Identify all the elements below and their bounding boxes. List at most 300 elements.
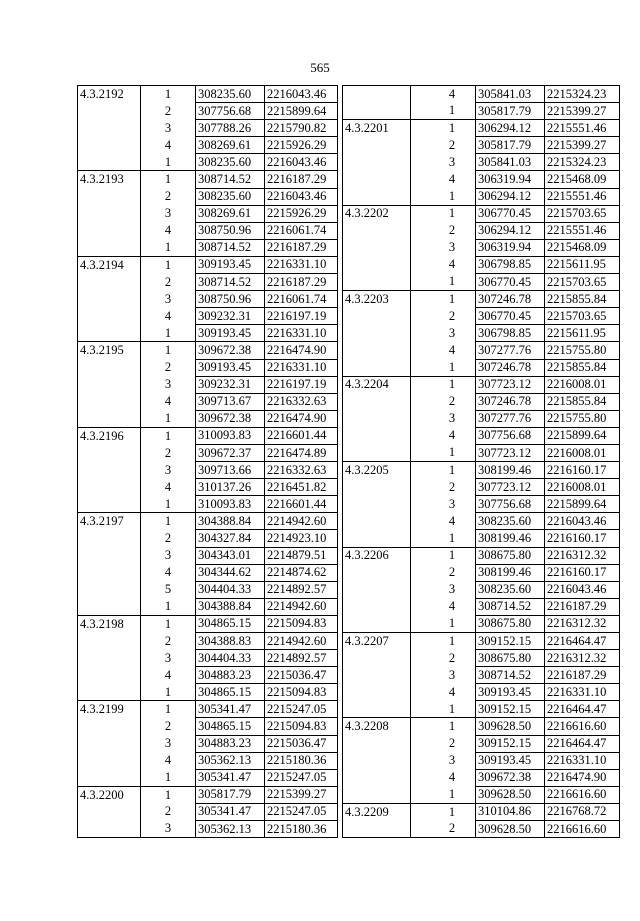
parcel-id-cell xyxy=(343,256,411,273)
point-number-cell: 1 xyxy=(411,530,476,547)
table-row xyxy=(343,496,620,513)
y-coordinate-cell: 2215611.95 xyxy=(545,325,620,342)
y-coordinate-cell: 2216312.32 xyxy=(545,615,620,632)
parcel-id-cell: 4.3.2208 xyxy=(343,718,411,735)
x-coordinate-cell: 309672.37 xyxy=(196,444,265,461)
parcel-id-cell xyxy=(343,325,411,342)
x-coordinate-cell: 305841.03 xyxy=(476,86,545,103)
table-row xyxy=(78,86,338,103)
page-number: 565 xyxy=(310,60,330,75)
table-row xyxy=(78,615,338,632)
point-number-cell: 1 xyxy=(141,239,196,256)
y-coordinate-cell: 2215468.09 xyxy=(545,171,620,188)
table-row xyxy=(343,701,620,718)
table-row xyxy=(343,786,620,803)
table-row xyxy=(343,205,620,222)
x-coordinate-cell: 304327.84 xyxy=(196,530,265,547)
table-row xyxy=(78,496,338,513)
point-number-cell: 4 xyxy=(411,342,476,359)
point-number-cell: 2 xyxy=(411,308,476,325)
x-coordinate-cell: 304388.84 xyxy=(196,598,265,615)
point-number-cell: 4 xyxy=(411,427,476,444)
y-coordinate-cell: 2215926.29 xyxy=(265,205,338,222)
x-coordinate-cell: 309152.15 xyxy=(476,701,545,718)
x-coordinate-cell: 308199.46 xyxy=(476,462,545,479)
x-coordinate-cell: 309193.45 xyxy=(476,684,545,701)
y-coordinate-cell: 2215755.80 xyxy=(545,342,620,359)
table-row xyxy=(343,154,620,171)
point-number-cell: 4 xyxy=(411,86,476,103)
table-row xyxy=(343,615,620,632)
y-coordinate-cell: 2215790.82 xyxy=(265,120,338,137)
point-number-cell: 3 xyxy=(411,752,476,769)
table-row xyxy=(343,256,620,273)
point-number-cell: 4 xyxy=(411,171,476,188)
table-row xyxy=(343,684,620,701)
x-coordinate-cell: 307723.12 xyxy=(476,376,545,393)
y-coordinate-cell: 2216197.19 xyxy=(265,376,338,393)
table-row xyxy=(343,171,620,188)
point-number-cell: 1 xyxy=(141,342,196,359)
x-coordinate-cell: 308714.52 xyxy=(476,667,545,684)
point-number-cell: 2 xyxy=(141,633,196,650)
point-number-cell: 3 xyxy=(411,496,476,513)
point-number-cell: 4 xyxy=(141,479,196,496)
table-row xyxy=(343,359,620,376)
parcel-id-cell xyxy=(78,359,141,376)
y-coordinate-cell: 2215926.29 xyxy=(265,137,338,154)
point-number-cell: 1 xyxy=(411,547,476,564)
y-coordinate-cell: 2215324.23 xyxy=(545,86,620,103)
point-number-cell: 1 xyxy=(411,462,476,479)
table-row xyxy=(78,359,338,376)
parcel-id-cell xyxy=(343,222,411,239)
parcel-id-cell xyxy=(343,410,411,427)
y-coordinate-cell: 2216464.47 xyxy=(545,633,620,650)
table-row xyxy=(78,120,338,137)
parcel-id-cell xyxy=(78,530,141,547)
x-coordinate-cell: 304344.62 xyxy=(196,564,265,581)
point-number-cell: 1 xyxy=(141,496,196,513)
point-number-cell: 2 xyxy=(141,188,196,205)
x-coordinate-cell: 310093.83 xyxy=(196,427,265,444)
x-coordinate-cell: 305362.13 xyxy=(196,821,265,838)
parcel-id-cell xyxy=(343,615,411,632)
y-coordinate-cell: 2215551.46 xyxy=(545,222,620,239)
x-coordinate-cell: 308714.52 xyxy=(196,239,265,256)
parcel-id-cell: 4.3.2207 xyxy=(343,633,411,650)
table-row xyxy=(78,513,338,530)
table-row xyxy=(78,803,338,820)
table-row xyxy=(343,120,620,137)
point-number-cell: 1 xyxy=(411,359,476,376)
x-coordinate-cell: 306294.12 xyxy=(476,222,545,239)
y-coordinate-cell: 2215703.65 xyxy=(545,205,620,222)
parcel-id-cell xyxy=(78,120,141,137)
table-row xyxy=(78,752,338,769)
y-coordinate-cell: 2216601.44 xyxy=(265,427,338,444)
y-coordinate-cell: 2216043.46 xyxy=(545,513,620,530)
point-number-cell: 1 xyxy=(411,291,476,308)
parcel-id-cell xyxy=(78,718,141,735)
x-coordinate-cell: 309193.45 xyxy=(476,752,545,769)
parcel-id-cell xyxy=(343,667,411,684)
y-coordinate-cell: 2215399.27 xyxy=(265,786,338,803)
table-row xyxy=(78,239,338,256)
x-coordinate-cell: 309628.50 xyxy=(476,718,545,735)
coordinates-table-left xyxy=(77,85,338,838)
table-row xyxy=(78,650,338,667)
parcel-id-cell xyxy=(78,633,141,650)
point-number-cell: 1 xyxy=(411,803,476,820)
point-number-cell: 4 xyxy=(141,222,196,239)
x-coordinate-cell: 308750.96 xyxy=(196,222,265,239)
table-row xyxy=(78,393,338,410)
table-row xyxy=(78,427,338,444)
point-number-cell: 4 xyxy=(141,667,196,684)
point-number-cell: 3 xyxy=(141,120,196,137)
point-number-cell: 4 xyxy=(411,769,476,786)
table-row xyxy=(343,581,620,598)
point-number-cell: 2 xyxy=(141,274,196,291)
point-number-cell: 2 xyxy=(411,479,476,496)
y-coordinate-cell: 2215247.05 xyxy=(265,803,338,820)
table-row xyxy=(343,462,620,479)
parcel-id-cell xyxy=(343,496,411,513)
x-coordinate-cell: 307756.68 xyxy=(476,427,545,444)
x-coordinate-cell: 308714.52 xyxy=(196,274,265,291)
point-number-cell: 1 xyxy=(411,633,476,650)
point-number-cell: 4 xyxy=(141,308,196,325)
parcel-id-cell xyxy=(343,598,411,615)
point-number-cell: 4 xyxy=(411,256,476,273)
parcel-id-cell xyxy=(78,598,141,615)
point-number-cell: 1 xyxy=(141,684,196,701)
parcel-id-cell xyxy=(343,154,411,171)
parcel-id-cell: 4.3.2206 xyxy=(343,547,411,564)
y-coordinate-cell: 2215703.65 xyxy=(545,274,620,291)
x-coordinate-cell: 305341.47 xyxy=(196,769,265,786)
parcel-id-cell: 4.3.2199 xyxy=(78,701,141,718)
parcel-id-cell: 4.3.2204 xyxy=(343,376,411,393)
y-coordinate-cell: 2216008.01 xyxy=(545,479,620,496)
x-coordinate-cell: 306319.94 xyxy=(476,171,545,188)
x-coordinate-cell: 304865.15 xyxy=(196,684,265,701)
x-coordinate-cell: 308675.80 xyxy=(476,615,545,632)
parcel-id-cell xyxy=(78,462,141,479)
x-coordinate-cell: 307756.68 xyxy=(476,496,545,513)
parcel-id-cell xyxy=(343,359,411,376)
table-row xyxy=(343,239,620,256)
point-number-cell: 3 xyxy=(411,410,476,427)
x-coordinate-cell: 308750.96 xyxy=(196,291,265,308)
x-coordinate-cell: 305817.79 xyxy=(196,786,265,803)
table-row xyxy=(78,718,338,735)
table-row xyxy=(343,598,620,615)
point-number-cell: 2 xyxy=(411,137,476,154)
table-row xyxy=(343,633,620,650)
y-coordinate-cell: 2215899.64 xyxy=(265,103,338,120)
parcel-id-cell xyxy=(78,239,141,256)
y-coordinate-cell: 2214923.10 xyxy=(265,530,338,547)
parcel-id-cell xyxy=(343,479,411,496)
y-coordinate-cell: 2215703.65 xyxy=(545,308,620,325)
y-coordinate-cell: 2214942.60 xyxy=(265,513,338,530)
y-coordinate-cell: 2215036.47 xyxy=(265,735,338,752)
x-coordinate-cell: 306294.12 xyxy=(476,188,545,205)
parcel-id-cell xyxy=(78,650,141,667)
point-number-cell: 2 xyxy=(411,393,476,410)
point-number-cell: 1 xyxy=(141,410,196,427)
table-row xyxy=(343,821,620,838)
y-coordinate-cell: 2214942.60 xyxy=(265,633,338,650)
point-number-cell: 3 xyxy=(141,650,196,667)
table-row xyxy=(343,718,620,735)
table-row xyxy=(343,103,620,120)
point-number-cell: 4 xyxy=(141,752,196,769)
x-coordinate-cell: 305341.47 xyxy=(196,803,265,820)
table-row xyxy=(343,86,620,103)
table-row xyxy=(78,530,338,547)
parcel-id-cell xyxy=(78,479,141,496)
x-coordinate-cell: 308235.60 xyxy=(476,581,545,598)
point-number-cell: 1 xyxy=(141,325,196,342)
point-number-cell: 1 xyxy=(141,171,196,188)
x-coordinate-cell: 308269.61 xyxy=(196,205,265,222)
parcel-id-cell xyxy=(343,786,411,803)
y-coordinate-cell: 2216043.46 xyxy=(545,581,620,598)
y-coordinate-cell: 2216312.32 xyxy=(545,650,620,667)
parcel-id-cell xyxy=(343,752,411,769)
point-number-cell: 1 xyxy=(141,769,196,786)
y-coordinate-cell: 2215399.27 xyxy=(545,137,620,154)
x-coordinate-cell: 310093.83 xyxy=(196,496,265,513)
parcel-id-cell xyxy=(78,376,141,393)
x-coordinate-cell: 305817.79 xyxy=(476,137,545,154)
y-coordinate-cell: 2216474.90 xyxy=(265,342,338,359)
table-row xyxy=(343,342,620,359)
point-number-cell: 1 xyxy=(411,444,476,461)
point-number-cell: 3 xyxy=(411,239,476,256)
table-row xyxy=(78,769,338,786)
y-coordinate-cell: 2215247.05 xyxy=(265,701,338,718)
parcel-id-cell xyxy=(343,239,411,256)
y-coordinate-cell: 2215247.05 xyxy=(265,769,338,786)
table-row xyxy=(78,786,338,803)
x-coordinate-cell: 305841.03 xyxy=(476,154,545,171)
y-coordinate-cell: 2216332.63 xyxy=(265,462,338,479)
y-coordinate-cell: 2216464.47 xyxy=(545,735,620,752)
y-coordinate-cell: 2215899.64 xyxy=(545,427,620,444)
y-coordinate-cell: 2216464.47 xyxy=(545,701,620,718)
x-coordinate-cell: 306770.45 xyxy=(476,205,545,222)
x-coordinate-cell: 304388.83 xyxy=(196,633,265,650)
parcel-id-cell: 4.3.2198 xyxy=(78,615,141,632)
y-coordinate-cell: 2215094.83 xyxy=(265,615,338,632)
point-number-cell: 1 xyxy=(411,701,476,718)
y-coordinate-cell: 2216160.17 xyxy=(545,530,620,547)
x-coordinate-cell: 304404.33 xyxy=(196,581,265,598)
y-coordinate-cell: 2215399.27 xyxy=(545,103,620,120)
parcel-id-cell xyxy=(343,427,411,444)
table-row xyxy=(78,479,338,496)
point-number-cell: 2 xyxy=(141,803,196,820)
x-coordinate-cell: 307277.76 xyxy=(476,410,545,427)
table-row xyxy=(343,291,620,308)
x-coordinate-cell: 304343.01 xyxy=(196,547,265,564)
parcel-id-cell xyxy=(343,735,411,752)
point-number-cell: 2 xyxy=(141,444,196,461)
parcel-id-cell xyxy=(343,342,411,359)
table-row xyxy=(78,308,338,325)
parcel-id-cell xyxy=(78,684,141,701)
table-row xyxy=(78,821,338,838)
y-coordinate-cell: 2215094.83 xyxy=(265,684,338,701)
point-number-cell: 2 xyxy=(411,650,476,667)
point-number-cell: 4 xyxy=(411,684,476,701)
table-row xyxy=(343,427,620,444)
x-coordinate-cell: 305817.79 xyxy=(476,103,545,120)
parcel-id-cell xyxy=(78,821,141,838)
parcel-id-cell xyxy=(78,564,141,581)
point-number-cell: 1 xyxy=(411,188,476,205)
y-coordinate-cell: 2216197.19 xyxy=(265,308,338,325)
x-coordinate-cell: 309713.67 xyxy=(196,393,265,410)
point-number-cell: 1 xyxy=(411,718,476,735)
y-coordinate-cell: 2216331.10 xyxy=(265,325,338,342)
parcel-id-cell xyxy=(343,769,411,786)
x-coordinate-cell: 308235.60 xyxy=(196,188,265,205)
table-row xyxy=(78,633,338,650)
parcel-id-cell xyxy=(343,308,411,325)
x-coordinate-cell: 308269.61 xyxy=(196,137,265,154)
table-row xyxy=(78,667,338,684)
x-coordinate-cell: 306294.12 xyxy=(476,120,545,137)
x-coordinate-cell: 304883.23 xyxy=(196,667,265,684)
parcel-id-cell: 4.3.2200 xyxy=(78,786,141,803)
table-row xyxy=(343,137,620,154)
table-row xyxy=(78,188,338,205)
parcel-id-cell xyxy=(78,274,141,291)
point-number-cell: 2 xyxy=(141,530,196,547)
parcel-id-cell xyxy=(78,188,141,205)
point-number-cell: 4 xyxy=(411,598,476,615)
parcel-id-cell xyxy=(78,137,141,154)
point-number-cell: 4 xyxy=(411,513,476,530)
point-number-cell: 1 xyxy=(141,513,196,530)
y-coordinate-cell: 2216601.44 xyxy=(265,496,338,513)
point-number-cell: 2 xyxy=(411,222,476,239)
coordinates-table-right xyxy=(342,85,620,838)
parcel-id-cell xyxy=(343,444,411,461)
point-number-cell: 1 xyxy=(141,86,196,103)
table-row xyxy=(78,342,338,359)
y-coordinate-cell: 2216160.17 xyxy=(545,564,620,581)
table-row xyxy=(78,376,338,393)
x-coordinate-cell: 305341.47 xyxy=(196,701,265,718)
parcel-id-cell: 4.3.2203 xyxy=(343,291,411,308)
parcel-id-cell xyxy=(343,103,411,120)
y-coordinate-cell: 2215855.84 xyxy=(545,291,620,308)
y-coordinate-cell: 2215036.47 xyxy=(265,667,338,684)
x-coordinate-cell: 308235.60 xyxy=(196,86,265,103)
parcel-id-cell xyxy=(343,188,411,205)
y-coordinate-cell: 2216187.29 xyxy=(265,171,338,188)
table-row xyxy=(78,222,338,239)
y-coordinate-cell: 2216043.46 xyxy=(265,154,338,171)
table-row xyxy=(78,444,338,461)
x-coordinate-cell: 309152.15 xyxy=(476,735,545,752)
parcel-id-cell: 4.3.2201 xyxy=(343,120,411,137)
parcel-id-cell xyxy=(343,530,411,547)
point-number-cell: 1 xyxy=(411,120,476,137)
x-coordinate-cell: 309193.45 xyxy=(196,325,265,342)
y-coordinate-cell: 2215551.46 xyxy=(545,188,620,205)
y-coordinate-cell: 2216474.90 xyxy=(265,410,338,427)
parcel-id-cell xyxy=(343,650,411,667)
point-number-cell: 3 xyxy=(411,154,476,171)
point-number-cell: 1 xyxy=(141,598,196,615)
x-coordinate-cell: 307788.26 xyxy=(196,120,265,137)
x-coordinate-cell: 306798.85 xyxy=(476,325,545,342)
point-number-cell: 1 xyxy=(411,376,476,393)
y-coordinate-cell: 2216043.46 xyxy=(265,86,338,103)
table-row xyxy=(78,564,338,581)
point-number-cell: 1 xyxy=(141,256,196,273)
point-number-cell: 2 xyxy=(411,735,476,752)
x-coordinate-cell: 309628.50 xyxy=(476,786,545,803)
y-coordinate-cell: 2215899.64 xyxy=(545,496,620,513)
point-number-cell: 1 xyxy=(411,274,476,291)
y-coordinate-cell: 2215094.83 xyxy=(265,718,338,735)
x-coordinate-cell: 309152.15 xyxy=(476,633,545,650)
table-row xyxy=(343,752,620,769)
y-coordinate-cell: 2216474.89 xyxy=(265,444,338,461)
x-coordinate-cell: 307756.68 xyxy=(196,103,265,120)
y-coordinate-cell: 2215755.80 xyxy=(545,410,620,427)
y-coordinate-cell: 2214942.60 xyxy=(265,598,338,615)
y-coordinate-cell: 2216008.01 xyxy=(545,444,620,461)
y-coordinate-cell: 2216616.60 xyxy=(545,786,620,803)
point-number-cell: 3 xyxy=(141,735,196,752)
table-row xyxy=(78,462,338,479)
table-row xyxy=(78,547,338,564)
point-number-cell: 3 xyxy=(411,581,476,598)
table-row xyxy=(78,684,338,701)
table-row xyxy=(78,137,338,154)
y-coordinate-cell: 2215468.09 xyxy=(545,239,620,256)
y-coordinate-cell: 2216616.60 xyxy=(545,718,620,735)
table-row xyxy=(343,479,620,496)
parcel-id-cell xyxy=(78,547,141,564)
point-number-cell: 3 xyxy=(141,821,196,838)
parcel-id-cell xyxy=(78,803,141,820)
table-row xyxy=(343,325,620,342)
point-number-cell: 1 xyxy=(141,154,196,171)
parcel-id-cell: 4.3.2202 xyxy=(343,205,411,222)
table-row xyxy=(343,188,620,205)
x-coordinate-cell: 307246.78 xyxy=(476,359,545,376)
table-row xyxy=(343,547,620,564)
point-number-cell: 3 xyxy=(141,462,196,479)
parcel-id-cell xyxy=(78,222,141,239)
x-coordinate-cell: 309713.66 xyxy=(196,462,265,479)
table-row xyxy=(78,581,338,598)
parcel-id-cell xyxy=(78,205,141,222)
x-coordinate-cell: 309672.38 xyxy=(196,410,265,427)
y-coordinate-cell: 2215551.46 xyxy=(545,120,620,137)
x-coordinate-cell: 309672.38 xyxy=(476,769,545,786)
